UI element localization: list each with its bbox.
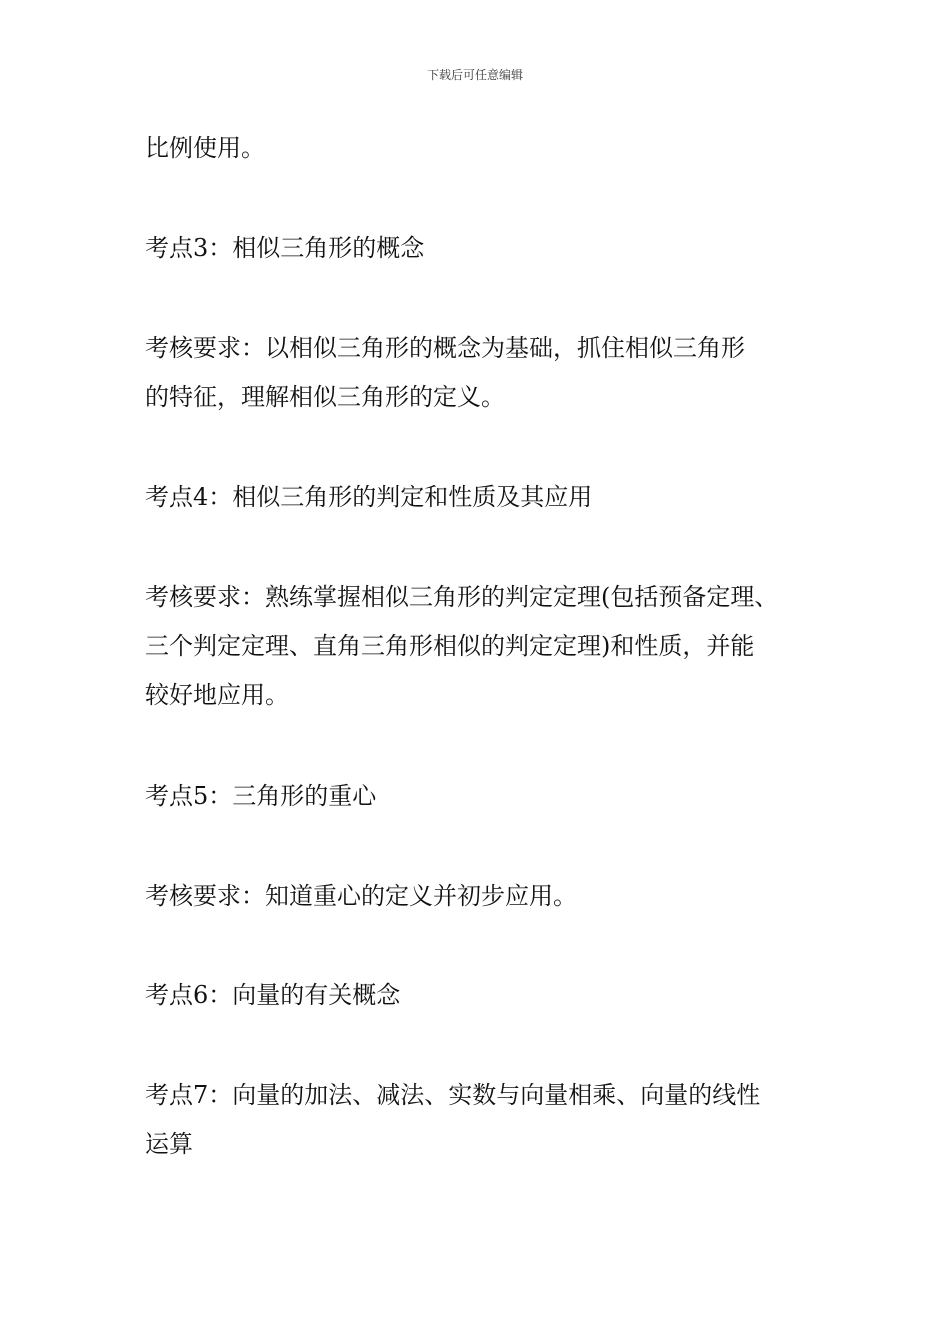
text-line: 考核要求：知道重心的定义并初步应用。 [145, 882, 577, 910]
heading-point-5 [145, 772, 835, 821]
text-line: 考核要求：以相似三角形的概念为基础，抓住相似三角形 [145, 334, 745, 362]
page-header: 下载后可任意编辑 [426, 68, 523, 82]
text-line: 考点6：向量的有关概念 [145, 981, 401, 1009]
requirement-point-4 [145, 573, 835, 720]
text-line: 比例使用。 [145, 134, 265, 162]
text-line: 考点5：三角形的重心 [145, 782, 377, 810]
heading-point-3 [145, 224, 835, 273]
heading-point-7 [145, 1071, 835, 1169]
text-line: 运算 [145, 1130, 193, 1158]
heading-point-4 [145, 473, 835, 522]
text-line: 考点3：相似三角形的概念 [145, 234, 425, 262]
requirement-point-3 [145, 324, 835, 422]
text-line: 较好地应用。 [145, 681, 289, 709]
text-line: 考核要求：熟练掌握相似三角形的判定定理(包括预备定理、 [145, 583, 779, 611]
text-line: 三个判定定理、直角三角形相似的判定定理)和性质，并能 [145, 632, 755, 660]
text-line: 考点7：向量的加法、减法、实数与向量相乘、向量的线性 [145, 1081, 761, 1109]
text-line: 的特征，理解相似三角形的定义。 [145, 383, 505, 411]
requirement-point-5 [145, 872, 835, 921]
heading-point-6 [145, 971, 835, 1020]
paragraph-intro-continuation [145, 124, 835, 173]
text-line: 考点4：相似三角形的判定和性质及其应用 [145, 483, 593, 511]
